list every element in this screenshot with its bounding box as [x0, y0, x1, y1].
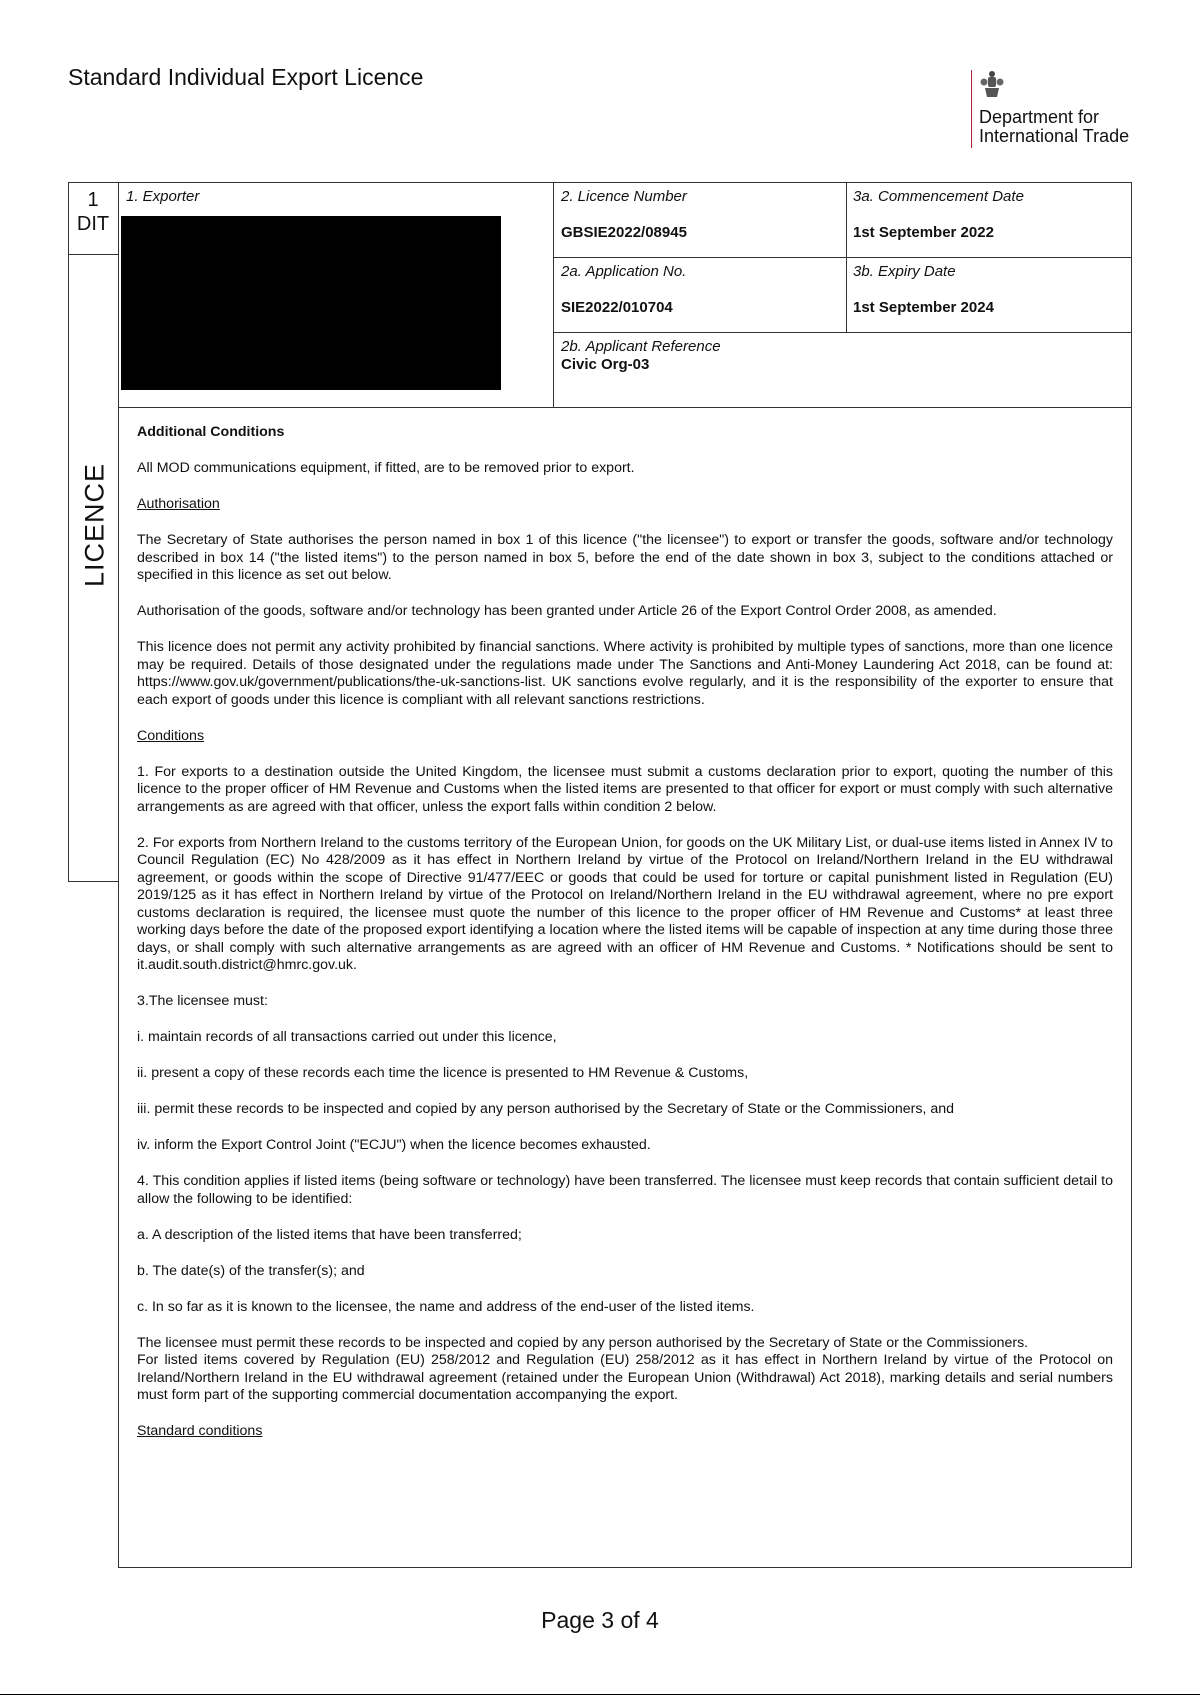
expiry-date-label: 3b. Expiry Date: [853, 263, 956, 280]
document-title: Standard Individual Export Licence: [68, 64, 424, 90]
commencement-date-label: 3a. Commencement Date: [853, 188, 1024, 205]
applicant-reference-value: Civic Org-03: [561, 356, 650, 373]
regulation-note-paragraph: For listed items covered by Regulation (EU) 258/2012 and Regulation (EU) 258/2012 as it has effect in Northern Ireland by virtue of the Protocol on Ireland/Northern Ireland in the EU withdrawal agreement (retained under the European Union (Withdrawal) Act 2018), marking details and serial numbers must form part of the supporting commercial documentation accompanying the export.: [137, 1352, 1113, 1403]
side-box-identifier: [68, 188, 118, 236]
form-right-border: [1131, 182, 1132, 1568]
condition-3-intro: 3.The licensee must:: [137, 993, 268, 1009]
form-bottom-border: [118, 1567, 1132, 1568]
condition-4-item-c: c. In so far as it is known to the licensee, the name and address of the end-user of the listed items.: [137, 1298, 755, 1315]
side-box-code: DIT: [76, 213, 110, 235]
application-number-value: SIE2022/010704: [561, 299, 673, 316]
condition-3-item-ii: ii. present a copy of these records each time the licence is presented to HM Revenue & Customs,: [137, 1065, 749, 1081]
standard-conditions-heading: Standard conditions: [137, 1423, 263, 1439]
condition-3-item-iii: iii. permit these records to be inspected and copied by any person authorised by the Secretary of State or the Commissioners, and: [137, 1101, 955, 1117]
department-divider: [971, 70, 972, 148]
form-top-border: [68, 182, 1132, 183]
condition-4-item-a: a. A description of the listed items that have been transferred;: [137, 1226, 522, 1243]
applicant-reference-label: 2b. Applicant Reference: [561, 338, 721, 355]
condition-4: 4. This condition applies if listed items (being software or technology) have been transferred. The licensee must keep records that contain sufficient detail to allow the following to be identified:: [137, 1173, 1113, 1207]
expiry-date-value: 1st September 2024: [853, 299, 994, 316]
box-divider-horizontal-1: [553, 257, 1131, 258]
condition-1: 1. For exports to a destination outside the United Kingdom, the licensee must submit a customs declaration prior to export, quoting the number of this licence to the proper officer of HM Revenue and Customs when the listed items are presented to that officer for export or must comply with such alternative arrangements as are agreed with that officer, unless the export falls within condition 2 below.: [137, 763, 1113, 815]
condition-3-item-i: i. maintain records of all transactions carried out under this licence,: [137, 1029, 557, 1045]
commencement-date-value: 1st September 2022: [853, 224, 994, 241]
additional-conditions-heading: Additional Conditions: [137, 424, 285, 440]
box-divider-vertical-1: [553, 182, 554, 408]
records-permit-paragraph: The licensee must permit these records to be inspected and copied by any person authorised by the Secretary of State or the Commissioners.: [137, 1334, 1029, 1351]
side-column-bottom-border: [68, 881, 118, 882]
authorisation-paragraph-2: Authorisation of the goods, software and/or technology has been granted under Article 26 of the Export Control Order 2008, as amended.: [137, 603, 997, 619]
page-number: Page 3 of 4: [541, 1607, 659, 1633]
condition-3-item-iv: iv. inform the Export Control Joint ("ECJU") when the licence becomes exhausted.: [137, 1137, 651, 1153]
side-column-left-border: [68, 182, 69, 881]
conditions-body: [137, 424, 1113, 1459]
authorisation-heading: Authorisation: [137, 496, 220, 512]
application-number-label: 2a. Application No.: [561, 263, 687, 280]
authorisation-paragraph-1: The Secretary of State authorises the person named in box 1 of this licence ("the licensee") to export or transfer the goods, software and/or technology described in box 14 ("the listed items") to the person named in box 5, before the end of the date shown in box 3, subject to the conditions attached or specified in this licence as set out below.: [137, 532, 1113, 583]
page-bottom-edge: [0, 1694, 1200, 1695]
conditions-heading: Conditions: [137, 727, 205, 744]
side-box-number: 1: [87, 189, 99, 211]
box-divider-horizontal-2: [553, 332, 1131, 333]
department-name-line-2: International Trade: [979, 126, 1130, 146]
department-name-line-1: Department for: [979, 107, 1100, 127]
royal-coat-of-arms-icon: [979, 70, 1005, 100]
condition-4-item-b: b. The date(s) of the transfer(s); and: [137, 1262, 365, 1279]
side-column-divider: [68, 254, 118, 255]
licence-number-label: 2. Licence Number: [561, 188, 687, 205]
exporter-label: 1. Exporter: [126, 188, 200, 205]
authorisation-paragraph-3: This licence does not permit any activity prohibited by financial sanctions. Where activity is prohibited by multiple types of sanctions, more than one licence may be required. Details of those designated under the regulations made under The Sanctions and Anti-Money Laundering Act 2018, can be found at: https://www.gov.uk/government/publications/the-uk-sanctions-list. UK sanctions evolve regularly, and it is the responsibility of the exporter to ensure that each export of goods under this licence is compliant with all relevant sanctions restrictions.: [137, 639, 1113, 708]
condition-2: 2. For exports from Northern Ireland to the customs territory of the European Union, for goods on the UK Military List, or dual-use items listed in Annex IV to Council Regulation (EC) No 428/2009 as it has effect in Northern Ireland by virtue of the Protocol on Ireland/Northern Ireland in the EU withdrawal agreement, or goods within the scope of Directive 91/477/EEC or goods that could be used for torture or capital punishment listed in Regulation (EU) 2019/125 as it has effect in Northern Ireland by virtue of the Protocol on Ireland/Northern Ireland in the EU withdrawal agreement, where no pre export customs declaration is required, the licensee must quote the number of this licence to the proper officer of HM Revenue and Customs* at least three working days before the date of the proposed export identifying a location where the listed items will be capable of inspection at any time during those three days, or shall comply with such alternative arrangements as are agreed with an officer of HM Revenue and Customs. * Notifications should be sent to it.audit.south.district@hmrc.gov.uk.: [137, 834, 1113, 973]
box-divider-horizontal-3: [118, 407, 1131, 408]
department-name: [979, 108, 1129, 146]
licence-number-value: GBSIE2022/08945: [561, 224, 687, 241]
exporter-redaction: [121, 216, 501, 390]
side-licence-label: LICENCE: [79, 462, 110, 588]
content-left-border: [118, 182, 119, 1568]
mod-equipment-condition: All MOD communications equipment, if fitted, are to be removed prior to export.: [137, 460, 635, 476]
